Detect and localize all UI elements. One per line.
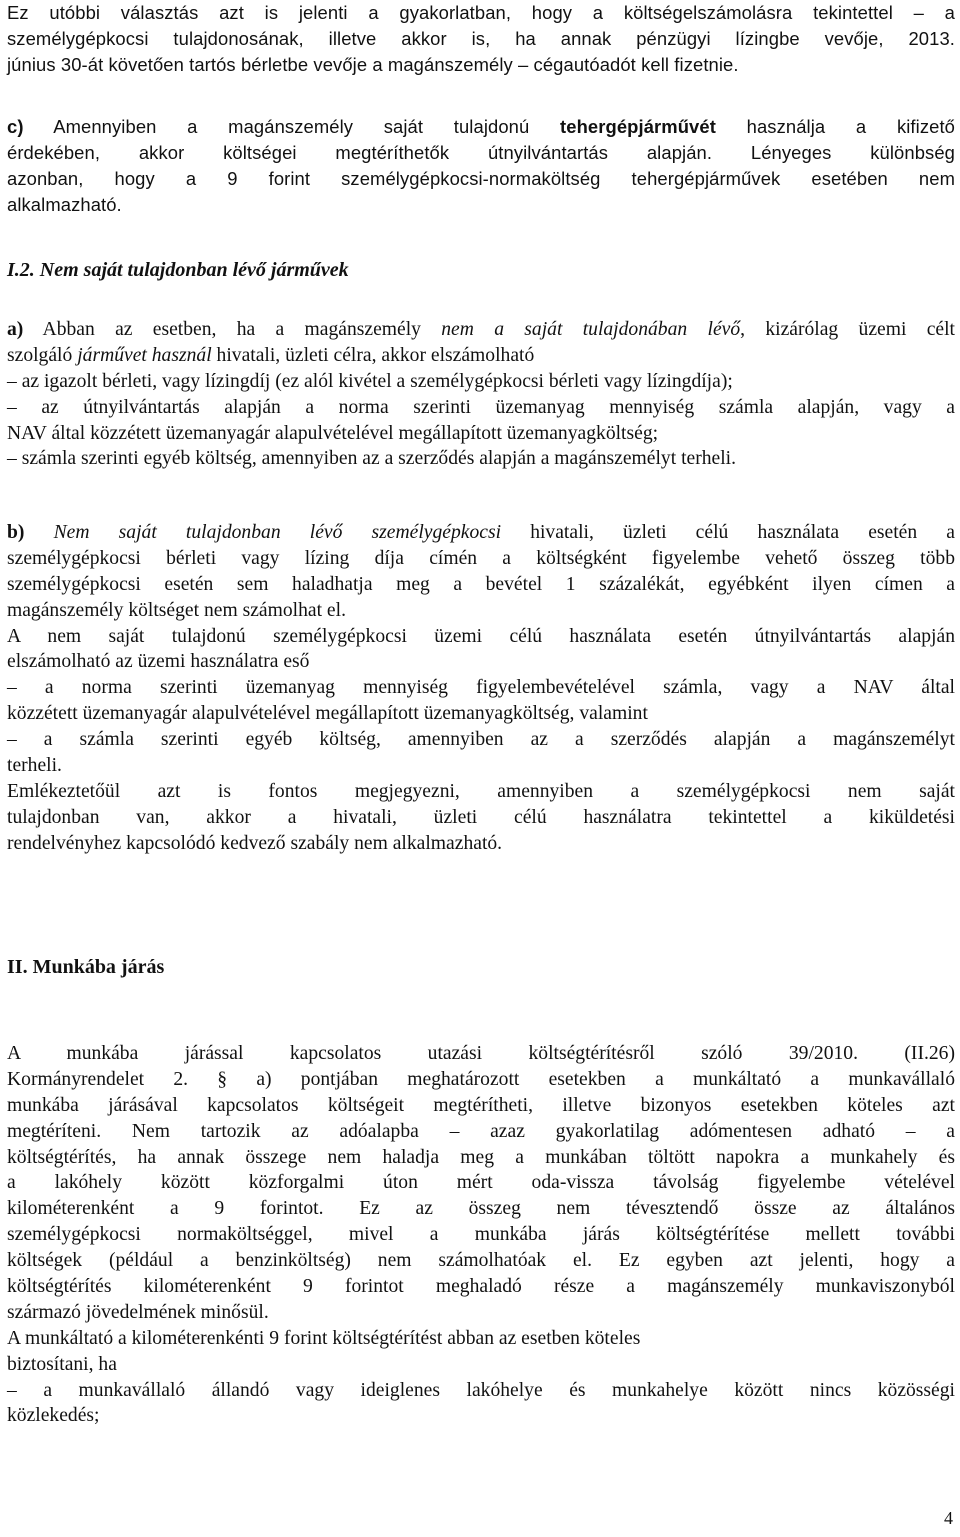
paragraph-b-cars bbox=[7, 520, 955, 857]
text-line: származó jövedelmének minősül. bbox=[7, 1301, 269, 1323]
text-line: munkába járásával kapcsolatos költségeit megtérítheti, illetve bizonyos esetekben köteles azt bbox=[7, 1094, 955, 1116]
text-line: tulajdonban van, akkor a hivatali, üzleti célú használatra tekintettel a kiküldetési bbox=[7, 806, 955, 828]
text-line: – a munkavállaló állandó vagy ideiglenes lakóhelye és munkahelye között nincs közösségi bbox=[7, 1379, 955, 1401]
text-line: személygépkocsi tulajdonosának, illetve akkor is, ha annak pénzügyi lízingbe vevője, 2013. bbox=[7, 27, 955, 49]
text-line: költségtérítés, ha annak összege nem haladja meg a munkában töltött napokra a munkahely és bbox=[7, 1146, 955, 1168]
paragraph-a-vehicles bbox=[7, 317, 955, 472]
text-line: kilométerenként a 9 forintot. Ez az összeg nem tévesztendő össze az általános bbox=[7, 1198, 955, 1220]
text-line: a) Abban az esetben, ha a magánszemély nem a saját tulajdonában lévő, kizárólag üzemi célt bbox=[7, 319, 955, 340]
text-line: június 30-át követően tartós bérletbe vevője a magánszemély – cégautóadót kell fizetnie. bbox=[7, 53, 739, 75]
text-line: rendelvényhez kapcsolódó kedvező szabály nem alkalmazható. bbox=[7, 832, 503, 854]
paragraph-company-car-tax bbox=[7, 0, 955, 78]
text-line: – számla szerinti egyéb költség, amennyiben az a szerződés alapján a magánszemélyt terheli. bbox=[7, 448, 737, 470]
text-line: elszámolható az üzemi használatra eső bbox=[7, 651, 310, 673]
section-heading-ii bbox=[7, 955, 955, 981]
text-line: NAV által közzétett üzemanyagár alapulvételével megállapított üzemanyagköltség; bbox=[7, 422, 659, 444]
text-line: költségek (például a benzinköltség) nem számolhatóak el. Ez egyben azt jelenti, hogy a bbox=[7, 1250, 955, 1272]
text-line: személygépkocsi normaköltséggel, mivel a munkába járás költségtérítése mellett további bbox=[7, 1224, 955, 1246]
text-line: közzétett üzemanyagár alapulvételével megállapított üzemanyagköltség, valamint bbox=[7, 703, 648, 725]
paragraph-commuting bbox=[7, 1041, 955, 1429]
text-line: – a norma szerinti üzemanyag mennyiség figyelembevételével számla, vagy a NAV által bbox=[7, 677, 955, 699]
text-line: alkalmazható. bbox=[7, 193, 122, 215]
text-line: – az útnyilvántartás alapján a norma szerinti üzemanyag mennyiség számla alapján, vagy a bbox=[7, 396, 955, 418]
text-line: szolgáló járművet használ hivatali, üzleti célra, akkor elszámolható bbox=[7, 344, 535, 366]
text-line: megtéríteni. Nem tartozik az adóalapba – azaz gyakorlatilag adómentesen adható – a bbox=[7, 1120, 955, 1142]
text-line: a lakóhely között közforgalmi úton mért oda-vissza távolság figyelembe vételével bbox=[7, 1172, 955, 1194]
text-line: érdekében, akkor költségei megtéríthetők útnyilvántartás alapján. Lényeges különbség bbox=[7, 141, 955, 163]
text-line: c) Amennyiben a magánszemély saját tulajdonú tehergépjárművét használja a kifizető bbox=[7, 116, 955, 137]
heading-text: II. Munkába járás bbox=[7, 956, 165, 978]
text-line: közlekedés; bbox=[7, 1405, 100, 1427]
text-line: személygépkocsi bérleti vagy lízing díja címén a költségként figyelembe vehető összeg több bbox=[7, 547, 955, 569]
text-line: Ez utóbbi választás azt is jelenti a gyakorlatban, hogy a költségelszámolásra tekintettel – a bbox=[7, 2, 955, 23]
text-line: terheli. bbox=[7, 755, 62, 777]
text-line: magánszemély költséget nem számolhat el. bbox=[7, 599, 346, 621]
text-line: Emlékeztetőül azt is fontos megjegyezni, amennyiben a személygépkocsi nem saját bbox=[7, 780, 955, 802]
text-line: költségtérítés kilométerenként 9 forintot meghaladó része a magánszemély munkaviszonyból bbox=[7, 1276, 955, 1298]
text-line: – a számla szerinti egyéb költség, amennyiben az a szerződés alapján a magánszemélyt bbox=[7, 729, 955, 751]
text-line: biztosítani, ha bbox=[7, 1353, 117, 1375]
text-line: Kormányrendelet 2. § a) pontjában meghatározott esetekben a munkáltató a munkavállaló bbox=[7, 1068, 955, 1090]
text-line: A munkáltató a kilométerenkénti 9 forint költségtérítést abban az esetben köteles bbox=[7, 1327, 641, 1349]
text-line: A munkába járással kapcsolatos utazási költségtérítésről szóló 39/2010. (II.26) bbox=[7, 1043, 955, 1064]
paragraph-c-truck bbox=[7, 114, 955, 218]
page-number: 4 bbox=[944, 1508, 953, 1528]
text-line: b) Nem saját tulajdonban lévő személygépkocsi hivatali, üzleti célú használata esetén a bbox=[7, 522, 955, 543]
heading-text: I.2. Nem saját tulajdonban lévő járművek bbox=[7, 259, 349, 281]
section-heading-i2 bbox=[7, 258, 955, 284]
text-line: A nem saját tulajdonú személygépkocsi üzemi célú használata esetén útnyilvántartás alapján bbox=[7, 625, 955, 647]
text-line: – az igazolt bérleti, vagy lízingdíj (ez alól kivétel a személygépkocsi bérleti vagy lízingdíja); bbox=[7, 370, 733, 392]
text-line: azonban, hogy a 9 forint személygépkocsi-normaköltség tehergépjárművek esetében nem bbox=[7, 167, 955, 189]
text-line: személygépkocsi esetén sem haladhatja meg a bevétel 1 százalékát, egyébként ilyen címen a bbox=[7, 573, 955, 595]
